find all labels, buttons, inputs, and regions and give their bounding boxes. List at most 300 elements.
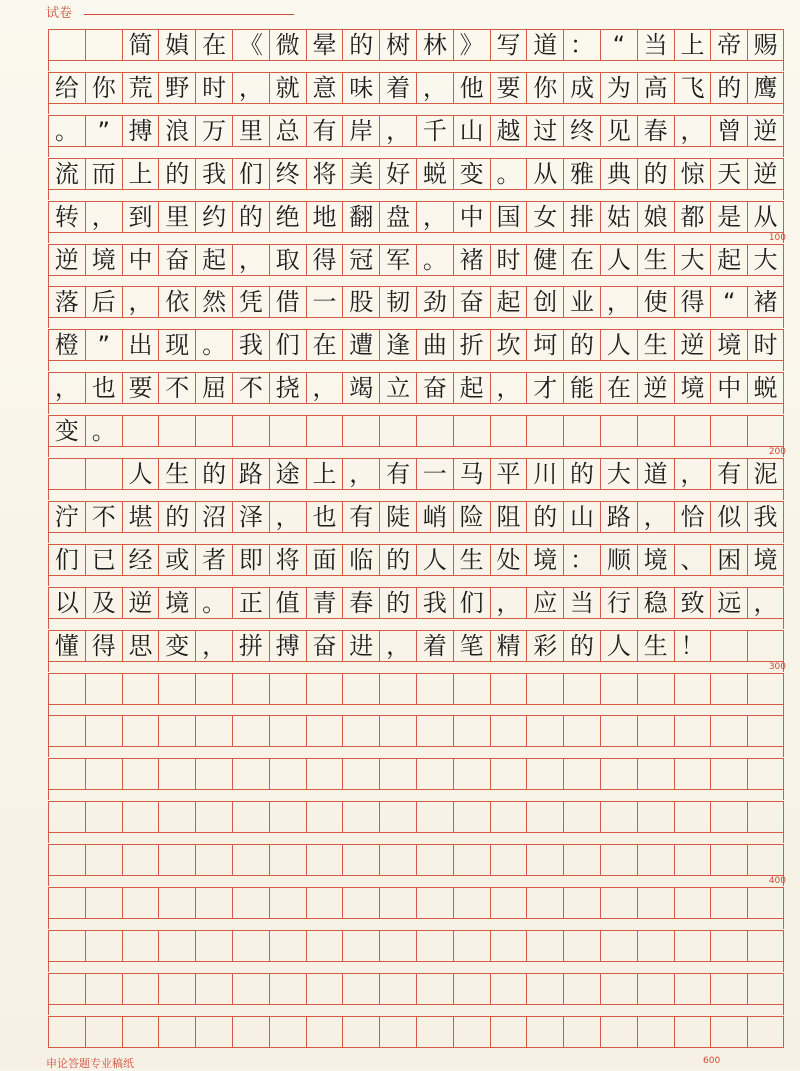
grid-cell: 国 [490, 201, 527, 233]
row-gap [48, 662, 784, 672]
grid-cell: 一 [416, 458, 453, 490]
grid-cell [379, 1016, 416, 1048]
grid-cell: 的 [158, 158, 195, 190]
grid-cell: 大 [747, 244, 784, 276]
grid-cell [453, 673, 490, 705]
grid-cell: 当 [637, 29, 674, 61]
grid-cell: “ [710, 286, 747, 318]
grid-cell: 山 [453, 115, 490, 147]
grid-cell [600, 758, 637, 790]
grid-cell [158, 415, 195, 447]
grid-cell [122, 844, 159, 876]
grid-cell [674, 973, 711, 1005]
grid-cell: 而 [85, 158, 122, 190]
grid-cell [269, 1016, 306, 1048]
grid-cell: 的 [563, 630, 600, 662]
grid-cell: 有 [342, 501, 379, 533]
grid-cell [563, 758, 600, 790]
grid-cell: 你 [85, 72, 122, 104]
row-gap [48, 576, 784, 586]
grid-cell [158, 1016, 195, 1048]
grid-cell [158, 758, 195, 790]
grid-cell: 阻 [490, 501, 527, 533]
grid-cell [674, 930, 711, 962]
grid-cell [342, 715, 379, 747]
grid-cell [379, 887, 416, 919]
row-gap [48, 876, 784, 886]
grid-cell [306, 930, 343, 962]
grid-cell: 泥 [747, 458, 784, 490]
grid-cell [379, 973, 416, 1005]
grid-cell [269, 715, 306, 747]
grid-cell [674, 415, 711, 447]
row-gap [48, 233, 784, 243]
grid-row [48, 415, 784, 447]
grid-cell: 曲 [416, 329, 453, 361]
grid-cell [416, 1016, 453, 1048]
grid-cell [379, 715, 416, 747]
grid-cell: 也 [85, 372, 122, 404]
grid-cell: ！ [674, 630, 711, 662]
grid-cell: 已 [85, 544, 122, 576]
grid-cell: 在 [195, 29, 232, 61]
grid-cell [122, 930, 159, 962]
grid-cell: 的 [158, 501, 195, 533]
grid-cell [195, 973, 232, 1005]
grid-cell [232, 973, 269, 1005]
grid-cell [195, 844, 232, 876]
grid-cell [122, 1016, 159, 1048]
grid-cell: 里 [232, 115, 269, 147]
grid-cell: 彩 [526, 630, 563, 662]
grid-cell: 褚 [453, 244, 490, 276]
char-count-marker-100: 100 [768, 232, 786, 243]
grid-cell [747, 887, 784, 919]
grid-cell: 上 [306, 458, 343, 490]
grid-cell [122, 715, 159, 747]
grid-cell: 远 [710, 587, 747, 619]
grid-cell: 境 [85, 244, 122, 276]
grid-cell: 逆 [747, 158, 784, 190]
grid-cell: 青 [306, 587, 343, 619]
grid-cell: 境 [674, 372, 711, 404]
grid-cell: 现 [158, 329, 195, 361]
grid-cell: 韧 [379, 286, 416, 318]
grid-cell: ” [85, 329, 122, 361]
grid-cell [232, 1016, 269, 1048]
char-count-marker-300: 300 [768, 661, 786, 672]
grid-cell [195, 1016, 232, 1048]
grid-cell: 折 [453, 329, 490, 361]
grid-cell: 顺 [600, 544, 637, 576]
grid-cell: 绝 [269, 201, 306, 233]
grid-cell: 大 [674, 244, 711, 276]
sheet-footer-label: 申论答题专业稿纸 [46, 1057, 134, 1070]
grid-cell: 到 [122, 201, 159, 233]
grid-cell: 上 [674, 29, 711, 61]
grid-cell: 在 [563, 244, 600, 276]
row-gap [48, 919, 784, 929]
grid-cell [600, 887, 637, 919]
grid-cell [342, 1016, 379, 1048]
grid-cell: 你 [526, 72, 563, 104]
grid-cell: 逆 [674, 329, 711, 361]
grid-cell [195, 715, 232, 747]
grid-cell: 搏 [122, 115, 159, 147]
grid-cell: 终 [563, 115, 600, 147]
grid-cell: ， [379, 115, 416, 147]
grid-cell [48, 1016, 85, 1048]
grid-cell [674, 887, 711, 919]
grid-cell: 林 [416, 29, 453, 61]
grid-cell: 使 [637, 286, 674, 318]
grid-cell [710, 801, 747, 833]
grid-row [48, 587, 784, 619]
grid-row [48, 844, 784, 876]
grid-cell: 困 [710, 544, 747, 576]
grid-cell: 们 [48, 544, 85, 576]
grid-cell: 从 [747, 201, 784, 233]
grid-cell [306, 758, 343, 790]
grid-cell: 赐 [747, 29, 784, 61]
grid-cell [306, 887, 343, 919]
grid-cell [269, 844, 306, 876]
grid-cell: 岸 [342, 115, 379, 147]
grid-cell [563, 973, 600, 1005]
grid-cell: 业 [563, 286, 600, 318]
grid-cell: 途 [269, 458, 306, 490]
sheet-header-label: 试卷 [46, 6, 73, 21]
grid-cell [416, 844, 453, 876]
grid-cell: 道 [637, 458, 674, 490]
grid-cell [490, 715, 527, 747]
grid-cell [416, 930, 453, 962]
grid-cell: 的 [526, 501, 563, 533]
grid-cell: 生 [637, 630, 674, 662]
grid-row [48, 715, 784, 747]
grid-cell [48, 715, 85, 747]
grid-cell: 经 [122, 544, 159, 576]
grid-cell [453, 758, 490, 790]
grid-cell: 出 [122, 329, 159, 361]
grid-cell [674, 844, 711, 876]
grid-cell: 万 [195, 115, 232, 147]
grid-cell: 堪 [122, 501, 159, 533]
grid-cell: 、 [674, 544, 711, 576]
char-count-marker-400: 400 [768, 876, 786, 887]
grid-cell: 飞 [674, 72, 711, 104]
grid-cell [490, 673, 527, 705]
grid-cell [710, 715, 747, 747]
grid-cell [453, 844, 490, 876]
grid-cell: 凭 [232, 286, 269, 318]
grid-cell [48, 29, 85, 61]
grid-cell: 生 [453, 544, 490, 576]
writing-grid [48, 29, 784, 1061]
grid-cell: 恰 [674, 501, 711, 533]
grid-cell: ， [416, 72, 453, 104]
row-gap [48, 404, 784, 414]
grid-cell [232, 415, 269, 447]
grid-cell: 以 [48, 587, 85, 619]
grid-cell: 得 [85, 630, 122, 662]
grid-cell [379, 801, 416, 833]
grid-cell: 落 [48, 286, 85, 318]
grid-cell: 马 [453, 458, 490, 490]
grid-cell: ， [379, 630, 416, 662]
grid-cell: 我 [416, 587, 453, 619]
grid-cell: 奋 [306, 630, 343, 662]
row-gap [48, 833, 784, 843]
grid-cell [563, 673, 600, 705]
grid-cell [526, 801, 563, 833]
grid-cell [674, 758, 711, 790]
grid-row [48, 29, 784, 61]
grid-cell: 在 [600, 372, 637, 404]
grid-cell: 我 [195, 158, 232, 190]
grid-cell: 是 [710, 201, 747, 233]
grid-cell: 冠 [342, 244, 379, 276]
grid-cell [342, 844, 379, 876]
grid-cell: ” [85, 115, 122, 147]
row-gap [48, 790, 784, 800]
grid-cell: 终 [269, 158, 306, 190]
grid-cell: 山 [563, 501, 600, 533]
grid-cell: 姑 [600, 201, 637, 233]
grid-cell: 地 [306, 201, 343, 233]
grid-cell: 们 [232, 158, 269, 190]
grid-cell: 帝 [710, 29, 747, 61]
grid-cell [306, 415, 343, 447]
grid-cell: 浪 [158, 115, 195, 147]
grid-cell [710, 673, 747, 705]
grid-row [48, 630, 784, 662]
grid-cell: 不 [158, 372, 195, 404]
grid-cell: 将 [269, 544, 306, 576]
grid-cell: 川 [526, 458, 563, 490]
grid-cell: 起 [195, 244, 232, 276]
grid-cell: 排 [563, 201, 600, 233]
grid-cell [526, 844, 563, 876]
grid-cell: 。 [48, 115, 85, 147]
grid-cell: 约 [195, 201, 232, 233]
grid-cell [158, 930, 195, 962]
grid-cell [600, 673, 637, 705]
grid-cell: 进 [342, 630, 379, 662]
grid-cell [269, 887, 306, 919]
grid-cell: 人 [600, 630, 637, 662]
grid-cell [600, 844, 637, 876]
grid-cell [379, 758, 416, 790]
grid-row [48, 801, 784, 833]
grid-cell [526, 1016, 563, 1048]
grid-cell [710, 415, 747, 447]
grid-cell: 惊 [674, 158, 711, 190]
grid-cell [600, 415, 637, 447]
row-gap [48, 104, 784, 114]
grid-cell: 蜕 [747, 372, 784, 404]
grid-cell: 生 [637, 329, 674, 361]
grid-cell: 泽 [232, 501, 269, 533]
grid-cell [637, 930, 674, 962]
grid-row [48, 544, 784, 576]
grid-row [48, 673, 784, 705]
grid-cell: 精 [490, 630, 527, 662]
grid-cell: 致 [674, 587, 711, 619]
grid-cell [306, 1016, 343, 1048]
grid-cell: 的 [232, 201, 269, 233]
grid-cell: 健 [526, 244, 563, 276]
grid-cell: 奋 [416, 372, 453, 404]
grid-cell: 泞 [48, 501, 85, 533]
grid-cell: 为 [600, 72, 637, 104]
grid-cell [48, 673, 85, 705]
grid-cell: 给 [48, 72, 85, 104]
grid-cell: 应 [526, 587, 563, 619]
grid-cell: 才 [526, 372, 563, 404]
grid-cell [747, 630, 784, 662]
grid-cell: 逆 [637, 372, 674, 404]
grid-cell [195, 673, 232, 705]
grid-cell [453, 415, 490, 447]
grid-cell [710, 973, 747, 1005]
grid-cell [637, 801, 674, 833]
grid-cell: 雅 [563, 158, 600, 190]
grid-cell [85, 887, 122, 919]
grid-cell [526, 715, 563, 747]
grid-cell: 路 [232, 458, 269, 490]
grid-cell [48, 758, 85, 790]
grid-cell: 荒 [122, 72, 159, 104]
grid-cell [269, 973, 306, 1005]
row-gap [48, 147, 784, 157]
header-name-line [84, 14, 294, 15]
grid-row [48, 372, 784, 404]
grid-cell: 味 [342, 72, 379, 104]
grid-cell: 春 [342, 587, 379, 619]
row-gap [48, 962, 784, 972]
grid-cell: 得 [674, 286, 711, 318]
row-gap [48, 318, 784, 328]
grid-cell: 平 [490, 458, 527, 490]
grid-cell: 及 [85, 587, 122, 619]
grid-cell: 要 [490, 72, 527, 104]
grid-cell [674, 1016, 711, 1048]
grid-cell: ， [747, 587, 784, 619]
grid-cell [526, 973, 563, 1005]
grid-row [48, 758, 784, 790]
grid-cell [490, 415, 527, 447]
grid-cell: 上 [122, 158, 159, 190]
grid-cell: 的 [195, 458, 232, 490]
grid-cell: 中 [710, 372, 747, 404]
grid-cell [747, 673, 784, 705]
grid-cell [158, 673, 195, 705]
grid-cell [710, 758, 747, 790]
grid-cell [710, 630, 747, 662]
grid-cell [158, 801, 195, 833]
grid-cell: 我 [232, 329, 269, 361]
grid-cell: 都 [674, 201, 711, 233]
grid-cell: “ [600, 29, 637, 61]
grid-cell: ， [342, 458, 379, 490]
grid-cell: 的 [342, 29, 379, 61]
grid-cell: 思 [122, 630, 159, 662]
grid-cell [232, 844, 269, 876]
grid-cell: ， [48, 372, 85, 404]
grid-cell [453, 1016, 490, 1048]
grid-cell: 正 [232, 587, 269, 619]
row-gap [48, 747, 784, 757]
grid-row [48, 201, 784, 233]
grid-cell: 逆 [122, 587, 159, 619]
grid-cell [710, 930, 747, 962]
grid-cell: 逢 [379, 329, 416, 361]
grid-cell: 面 [306, 544, 343, 576]
grid-cell: 得 [306, 244, 343, 276]
grid-cell [453, 887, 490, 919]
grid-row [48, 72, 784, 104]
grid-cell [600, 715, 637, 747]
grid-cell: 挠 [269, 372, 306, 404]
grid-cell [48, 930, 85, 962]
grid-cell: 时 [747, 329, 784, 361]
grid-cell [232, 887, 269, 919]
grid-cell [269, 673, 306, 705]
grid-cell: ， [674, 458, 711, 490]
grid-cell [195, 415, 232, 447]
grid-cell: 褚 [747, 286, 784, 318]
grid-cell: 人 [122, 458, 159, 490]
grid-cell: 写 [490, 29, 527, 61]
grid-cell: 蜕 [416, 158, 453, 190]
grid-cell: 成 [563, 72, 600, 104]
grid-cell [232, 758, 269, 790]
grid-cell: 好 [379, 158, 416, 190]
grid-cell: 懂 [48, 630, 85, 662]
grid-cell [122, 973, 159, 1005]
grid-cell [48, 801, 85, 833]
grid-cell [122, 673, 159, 705]
grid-cell: 拼 [232, 630, 269, 662]
grid-row [48, 930, 784, 962]
grid-cell: 树 [379, 29, 416, 61]
grid-cell [637, 844, 674, 876]
grid-cell [637, 673, 674, 705]
grid-cell: 天 [710, 158, 747, 190]
grid-cell: 稳 [637, 587, 674, 619]
grid-cell: 陡 [379, 501, 416, 533]
grid-cell: ， [85, 201, 122, 233]
grid-cell [747, 930, 784, 962]
grid-cell: 女 [526, 201, 563, 233]
grid-cell [122, 887, 159, 919]
grid-cell [416, 801, 453, 833]
grid-cell: 境 [526, 544, 563, 576]
grid-cell: 路 [600, 501, 637, 533]
grid-cell [747, 715, 784, 747]
grid-cell: 着 [416, 630, 453, 662]
grid-cell: ， [490, 587, 527, 619]
grid-cell: 中 [122, 244, 159, 276]
grid-cell [269, 758, 306, 790]
grid-cell [232, 673, 269, 705]
grid-cell: 。 [416, 244, 453, 276]
grid-cell [747, 801, 784, 833]
grid-cell [453, 801, 490, 833]
grid-cell: 要 [122, 372, 159, 404]
grid-cell: 从 [526, 158, 563, 190]
